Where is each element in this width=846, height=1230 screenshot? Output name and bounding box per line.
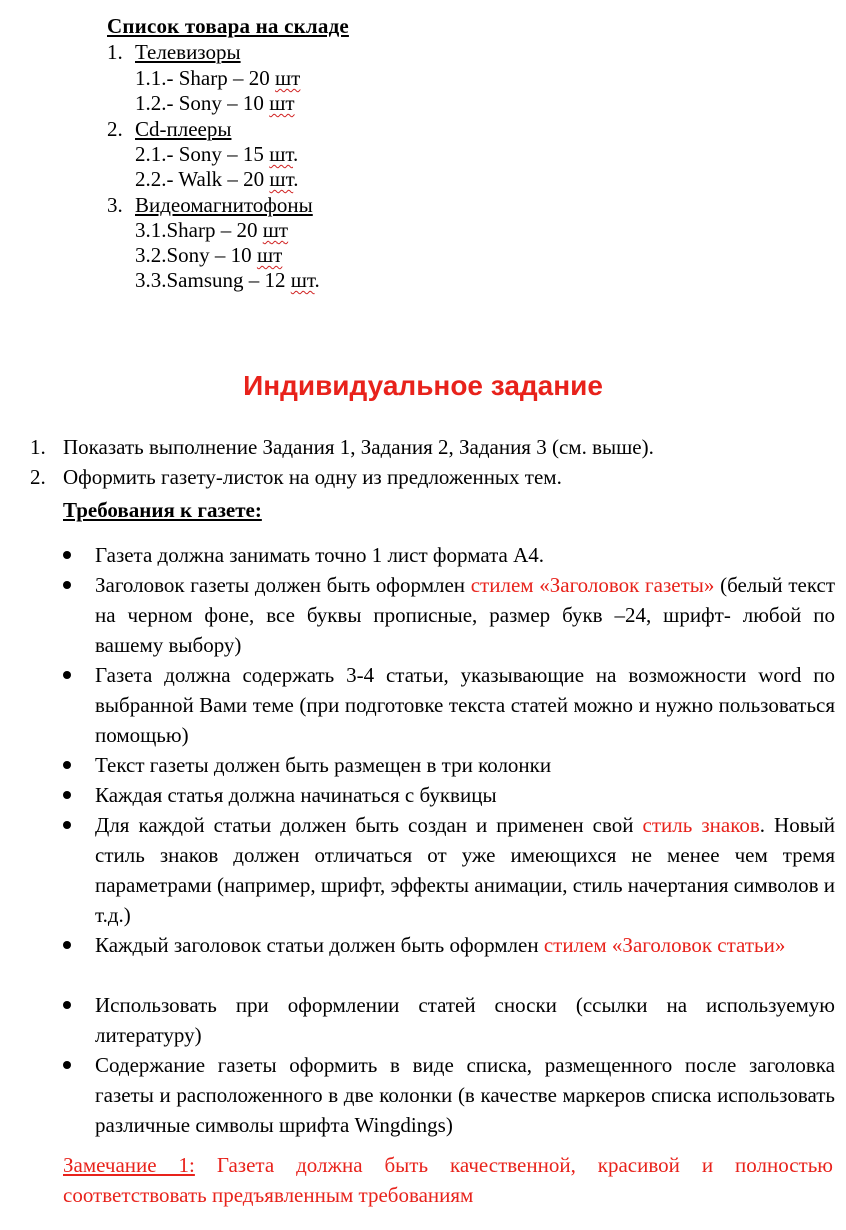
task-text: Показать выполнение Задания 1, Задания 2, Задания 3 (см. выше). <box>63 435 654 459</box>
requirement-text-part: Заголовок газеты должен быть оформлен <box>95 573 471 597</box>
style-name-highlight: стилем «Заголовок газеты» <box>470 573 715 597</box>
requirement-text: Использовать при оформлении статей сноски (ссылки на используемую литературу) <box>95 993 835 1047</box>
category-label: Cd-плееры <box>135 117 232 141</box>
stock-list-title: Список товара на складе <box>107 14 349 38</box>
requirement-text-part: Для каждой статьи должен быть создан и применен свой <box>95 813 643 837</box>
note <box>63 1150 833 1210</box>
category-3 <box>107 193 313 218</box>
category-2 <box>107 117 231 142</box>
requirement-text-part: Каждый заголовок статьи должен быть оформлен <box>95 933 544 957</box>
spellcheck-underline: шт <box>290 268 315 292</box>
note-text: Газета должна быть качественной, красивой и полностью соответствовать предъявленным требованиям <box>63 1153 833 1207</box>
stock-item: 1.2.- Sony – 10 шт <box>135 91 295 115</box>
bullet-icon <box>63 671 71 679</box>
category-label: Телевизоры <box>135 40 241 64</box>
style-name-highlight: стилем «Заголовок статьи» <box>543 933 786 957</box>
stock-item: 3.1.Sharp – 20 шт <box>135 218 289 242</box>
requirement-text <box>95 570 835 660</box>
bullet-icon <box>63 581 71 589</box>
stock-item: 2.1.- Sony – 15 шт. <box>135 142 299 166</box>
bullet-icon <box>63 791 71 799</box>
task-number: 2. <box>30 465 46 489</box>
bullet-icon <box>63 1061 71 1069</box>
stock-item: 2.2.- Walk – 20 шт. <box>135 167 299 191</box>
bullet-icon <box>63 1001 71 1009</box>
spellcheck-underline: шт <box>269 142 293 166</box>
stock-item: 1.1.- Sharp – 20 шт <box>135 66 301 90</box>
task-2 <box>30 465 562 490</box>
requirement-text <box>95 930 835 960</box>
stock-item: 3.2.Sony – 10 шт <box>135 243 283 267</box>
requirement-text: Содержание газеты оформить в виде списка, размещенного после заголовка газеты и расположенного в две колонки (в качестве маркеров списка использовать различные символы шрифта Wingdings) <box>95 1053 835 1137</box>
task-number: 1. <box>30 435 46 459</box>
spellcheck-underline: шт <box>269 167 294 191</box>
requirement-text-part: (белый текст на черном фоне, все буквы прописные, размер букв –24, шрифт- любой по вашему выбору) <box>95 573 835 657</box>
spellcheck-underline: шт <box>269 91 295 115</box>
stock-item: 3.3.Samsung – 12 шт. <box>135 268 320 292</box>
category-number: 1. <box>107 40 123 64</box>
spellcheck-underline: шт <box>275 66 301 90</box>
style-name-highlight: стиль знаков <box>642 813 760 837</box>
requirement-text: Каждая статья должна начинаться с буквицы <box>95 783 497 807</box>
spellcheck-underline: шт <box>256 243 283 267</box>
category-number: 2. <box>107 117 123 141</box>
category-number: 3. <box>107 193 123 217</box>
requirement-text-part: . Новый стиль знаков должен отличаться от уже имеющихся не менее чем тремя параметрами (например, шрифт, эффекты анимации, стиль начертания символов и т.д.) <box>95 813 835 927</box>
category-label: Видеомагнитофоны <box>135 193 313 217</box>
requirement-text: Газета должна содержать 3-4 статьи, указывающие на возможности word по выбранной Вами теме (при подготовке текста статей можно и нужно пользоваться помощью) <box>95 663 835 747</box>
bullet-icon <box>63 941 71 949</box>
requirement-text: Текст газеты должен быть размещен в три колонки <box>95 753 552 777</box>
bullet-icon <box>63 821 71 829</box>
bullet-icon <box>63 761 71 769</box>
page-heading: Индивидуальное задание <box>243 370 603 401</box>
category-1 <box>107 40 241 65</box>
requirement-text: Газета должна занимать точно 1 лист формата А4. <box>95 543 545 567</box>
stock-list-image <box>0 0 816 300</box>
task-text: Оформить газету-листок на одну из предложенных тем. <box>63 465 562 489</box>
requirements-title: Требования к газете: <box>63 498 262 522</box>
spellcheck-underline: шт <box>262 218 289 242</box>
requirement-text <box>95 810 835 930</box>
bullet-icon <box>63 551 71 559</box>
task-1 <box>30 435 654 460</box>
note-label: Замечание 1: <box>63 1153 195 1177</box>
